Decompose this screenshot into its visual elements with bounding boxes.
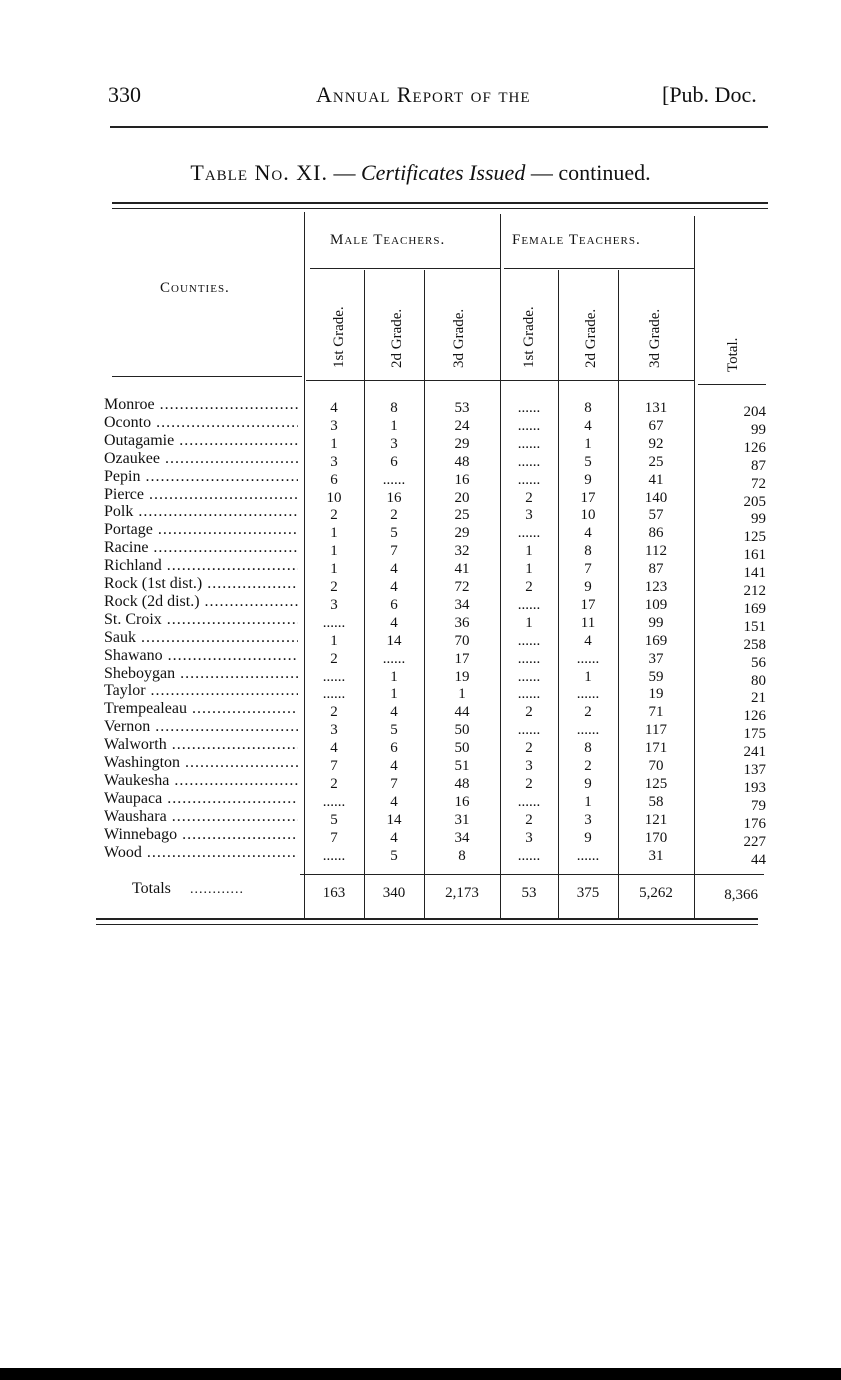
county-name: Rock (2d dist.) ..... [104,593,298,611]
male-3d-cell: 48 [454,776,470,792]
male-1st-cell: 3 [330,597,338,613]
total-header-rule [698,384,766,385]
totals-male-1st: 163 [322,885,346,901]
male-1st-cell: 4 [330,400,338,416]
female-2d-cell: 9 [584,472,592,488]
male-1st-cell: 2 [330,651,338,667]
total-header: Total. [725,337,741,372]
female-1st-cell: ...... [517,686,541,702]
female-3d-cell: 117 [645,722,667,738]
page-number: 330 [108,82,141,107]
male-2d-cell: 5 [390,722,398,738]
table-continued: continued. [558,160,651,185]
female-1st-cell: 3 [525,830,533,846]
male-1st-cell: 1 [330,633,338,649]
male-3d-cell: 20 [454,490,470,506]
female-2d-cell: ...... [576,651,600,667]
female-3d-cell: 59 [648,669,664,685]
male-3d-cell: 1 [458,686,466,702]
total-cell: 258 [743,637,766,653]
male-2d-cell: 5 [390,848,398,864]
female-1st-cell: ...... [517,400,541,416]
county-name: Waushara ..... [104,808,298,826]
male-1st-cell: 7 [330,830,338,846]
female-3d-cell: 41 [648,472,664,488]
male-3d-cell: 16 [454,472,470,488]
male-1st-cell: 1 [330,561,338,577]
county-name: Walworth ..... [104,736,298,754]
totals-female-1st: 53 [521,885,537,901]
male-2d-cell: 1 [390,418,398,434]
total-cell: 176 [743,816,766,832]
total-cell: 126 [743,440,766,456]
male-2d-cell: 4 [390,758,398,774]
male-2d-cell: 4 [390,561,398,577]
county-name: Waukesha ..... [104,772,298,790]
total-cell: 169 [743,601,766,617]
male-1st-cell: ...... [322,794,346,810]
male-3d-cell: 31 [454,812,470,828]
male-3d-cell: 24 [454,418,470,434]
total-cell: 151 [743,619,766,635]
counties-header: Counties. [160,280,230,296]
counties-header-rule [112,376,302,377]
male-3d-cell: 50 [454,740,470,756]
female-2d-cell: 2 [584,758,592,774]
female-3d-cell: 37 [648,651,664,667]
county-name: Winnebago ..... [104,826,298,844]
female-2d-grade-header: 2d Grade. [583,308,599,368]
county-name: Monroe ..... [104,396,298,414]
male-2d-cell: 3 [390,436,398,452]
male-1st-cell: 5 [330,812,338,828]
female-1st-cell: ...... [517,597,541,613]
county-name: St. Croix ..... [104,611,298,629]
female-3d-cell: 92 [648,436,664,452]
female-1st-cell: 2 [525,490,533,506]
male-2d-cell: 6 [390,597,398,613]
totals-label-leader: ............ [190,882,244,897]
county-name: Rock (1st dist.) ..... [104,575,298,593]
male-2d-cell: 4 [390,794,398,810]
total-cell: 72 [751,476,766,492]
female-2d-cell: ...... [576,722,600,738]
male-1st-cell: ...... [322,615,346,631]
male-3d-cell: 29 [454,525,470,541]
male-1st-cell: 3 [330,722,338,738]
female-header-underline [504,268,694,269]
total-cell: 80 [751,673,766,689]
female-3d-cell: 121 [644,812,668,828]
female-1st-cell: ...... [517,436,541,452]
female-2d-cell: 9 [584,579,592,595]
total-cell: 241 [743,744,766,760]
totals-male-2d: 340 [382,885,406,901]
table-title [0,160,841,186]
totals-label: Totals [132,880,171,897]
male-teachers-header: Male Teachers. [330,232,446,248]
female-2d-cell: 2 [584,704,592,720]
male-2d-cell: 4 [390,579,398,595]
county-name: Polk ..... [104,503,298,521]
female-teachers-header: Female Teachers. [512,232,641,248]
female-3d-cell: 31 [648,848,664,864]
male-3d-cell: 8 [458,848,466,864]
female-1st-cell: ...... [517,454,541,470]
female-1st-cell: 1 [525,615,533,631]
male-1st-cell: 2 [330,704,338,720]
male-3d-cell: 50 [454,722,470,738]
female-2d-cell: 11 [580,615,596,631]
male-1st-cell: 7 [330,758,338,774]
male-2d-grade-header: 2d Grade. [389,308,405,368]
title-dash-2: — [525,160,559,185]
total-cell: 79 [751,798,766,814]
county-name: Washington ..... [104,754,298,772]
female-2d-cell: 9 [584,830,592,846]
female-1st-cell: ...... [517,722,541,738]
male-1st-grade-header: 1st Grade. [331,306,347,368]
female-2d-cell: 1 [584,669,592,685]
table-top-rule-2 [112,208,768,209]
female-3d-cell: 58 [648,794,664,810]
male-2d-cell: 6 [390,454,398,470]
male-1st-cell: ...... [322,669,346,685]
county-name: Sheboygan ..... [104,665,298,683]
table-caption: Certificates Issued [360,160,526,185]
female-3d-cell: 67 [648,418,664,434]
male-header-underline [310,268,500,269]
female-1st-cell: ...... [517,669,541,685]
female-2d-cell: 4 [584,418,592,434]
male-3d-cell: 51 [454,758,470,774]
female-1st-cell: 3 [525,758,533,774]
male-1st-cell: ...... [322,686,346,702]
county-name: Richland ..... [104,557,298,575]
title-dash: — [327,160,361,185]
male-2d-cell: 14 [386,812,402,828]
totals-rule [300,874,764,875]
male-2d-cell: 7 [390,776,398,792]
male-3d-cell: 16 [454,794,470,810]
female-1st-cell: 3 [525,507,533,523]
total-cell: 204 [743,404,766,420]
table-bottom-rule-2 [96,924,758,925]
female-3d-cell: 57 [648,507,664,523]
male-1st-cell: 2 [330,579,338,595]
county-name: Outagamie ..... [104,432,298,450]
male-1st-cell: 1 [330,436,338,452]
female-2d-cell: 17 [580,597,596,613]
table-bottom-rule [96,918,758,920]
male-2d-cell: 16 [386,490,402,506]
male-3d-grade-header: 3d Grade. [451,308,467,368]
female-1st-cell: ...... [517,794,541,810]
male-3d-cell: 53 [454,400,470,416]
female-2d-cell: 4 [584,525,592,541]
male-3d-cell: 44 [454,704,470,720]
total-cell: 126 [743,708,766,724]
female-3d-cell: 86 [648,525,664,541]
male-1st-cell: 10 [326,490,342,506]
female-2d-cell: 3 [584,812,592,828]
male-2d-cell: 1 [390,669,398,685]
female-3d-cell: 140 [644,490,668,506]
county-name: Racine ..... [104,539,298,557]
female-1st-cell: ...... [517,651,541,667]
total-cell: 137 [743,762,766,778]
total-cell: 99 [751,422,766,438]
county-name: Pepin ..... [104,468,298,486]
female-2d-cell: 17 [580,490,596,506]
county-name: Taylor ..... [104,682,298,700]
county-name: Wood ..... [104,844,298,862]
female-3d-cell: 109 [644,597,668,613]
female-3d-cell: 25 [648,454,664,470]
male-2d-cell: 4 [390,704,398,720]
female-1st-cell: ...... [517,525,541,541]
male-3d-cell: 41 [454,561,470,577]
female-2d-cell: ...... [576,686,600,702]
total-cell: 21 [751,690,766,706]
male-2d-cell: 7 [390,543,398,559]
county-name: Sauk ..... [104,629,298,647]
total-cell: 44 [751,852,766,868]
male-3d-cell: 17 [454,651,470,667]
female-1st-cell: 2 [525,740,533,756]
female-1st-grade-header: 1st Grade. [521,306,537,368]
male-3d-cell: 72 [454,579,470,595]
total-cell: 205 [743,494,766,510]
male-3d-cell: 29 [454,436,470,452]
female-3d-cell: 169 [644,633,668,649]
male-3d-cell: 36 [454,615,470,631]
totals-female-3d: 5,262 [639,885,673,901]
female-1st-cell: ...... [517,418,541,434]
female-1st-cell: 1 [525,561,533,577]
county-name: Waupaca ..... [104,790,298,808]
male-2d-cell: 6 [390,740,398,756]
total-cell: 212 [743,583,766,599]
female-2d-cell: 8 [584,740,592,756]
total-cell: 193 [743,780,766,796]
totals-female-2d: 375 [576,885,600,901]
total-cell: 227 [743,834,766,850]
county-name: Shawano ..... [104,647,298,665]
male-1st-cell: 2 [330,776,338,792]
female-3d-cell: 170 [644,830,668,846]
male-3d-cell: 32 [454,543,470,559]
header-rule [110,126,768,128]
male-2d-cell: ...... [382,472,406,488]
total-cell: 175 [743,726,766,742]
female-1st-cell: ...... [517,848,541,864]
total-cell: 99 [751,511,766,527]
male-1st-cell: 3 [330,454,338,470]
female-3d-cell: 71 [648,704,664,720]
female-1st-cell: 1 [525,543,533,559]
running-title-right: [Pub. Doc. [662,82,757,107]
male-2d-cell: 4 [390,615,398,631]
female-2d-cell: 8 [584,400,592,416]
county-name: Vernon ..... [104,718,298,736]
male-3d-cell: 25 [454,507,470,523]
female-2d-cell: 1 [584,794,592,810]
total-cell: 161 [743,547,766,563]
total-cell: 141 [743,565,766,581]
total-cell: 87 [751,458,766,474]
table-top-rule [112,202,768,204]
female-2d-cell: 7 [584,561,592,577]
female-1st-cell: 2 [525,812,533,828]
male-2d-cell: 4 [390,830,398,846]
scan-edge-bar [0,1368,841,1380]
male-1st-cell: 1 [330,543,338,559]
totals-male-3d: 2,173 [445,885,479,901]
male-3d-cell: 19 [454,669,470,685]
male-2d-cell: ...... [382,651,406,667]
female-2d-cell: 1 [584,436,592,452]
male-2d-cell: 5 [390,525,398,541]
female-2d-cell: 4 [584,633,592,649]
male-3d-cell: 34 [454,597,470,613]
female-3d-cell: 19 [648,686,664,702]
female-1st-cell: ...... [517,633,541,649]
female-3d-grade-header: 3d Grade. [647,308,663,368]
male-2d-cell: 14 [386,633,402,649]
female-2d-cell: 8 [584,543,592,559]
female-2d-cell: 9 [584,776,592,792]
running-title: Annual Report of the [316,82,531,107]
county-name: Pierce ..... [104,486,298,504]
male-1st-cell: 3 [330,418,338,434]
female-3d-cell: 131 [644,400,668,416]
male-1st-cell: 6 [330,472,338,488]
totals-total: 8,366 [724,887,758,903]
female-3d-cell: 99 [648,615,664,631]
county-name: Oconto ..... [104,414,298,432]
county-name: Ozaukee ..... [104,450,298,468]
male-2d-cell: 1 [390,686,398,702]
female-3d-cell: 125 [644,776,668,792]
male-2d-cell: 2 [390,507,398,523]
female-2d-cell: 10 [580,507,596,523]
male-3d-cell: 48 [454,454,470,470]
female-1st-cell: ...... [517,472,541,488]
table-label: Table No. XI. [190,160,328,185]
female-3d-cell: 171 [644,740,668,756]
male-1st-cell: 4 [330,740,338,756]
female-1st-cell: 2 [525,704,533,720]
female-2d-cell: ...... [576,848,600,864]
female-1st-cell: 2 [525,579,533,595]
male-1st-cell: 2 [330,507,338,523]
male-3d-cell: 34 [454,830,470,846]
county-name: Trempealeau ..... [104,700,298,718]
female-3d-cell: 70 [648,758,664,774]
male-1st-cell: ...... [322,848,346,864]
female-3d-cell: 112 [645,543,667,559]
male-2d-cell: 8 [390,400,398,416]
total-cell: 56 [751,655,766,671]
male-3d-cell: 70 [454,633,470,649]
county-name: Portage ..... [104,521,298,539]
female-1st-cell: 2 [525,776,533,792]
female-2d-cell: 5 [584,454,592,470]
male-1st-cell: 1 [330,525,338,541]
total-cell: 125 [743,529,766,545]
female-3d-cell: 87 [648,561,664,577]
female-3d-cell: 123 [644,579,668,595]
